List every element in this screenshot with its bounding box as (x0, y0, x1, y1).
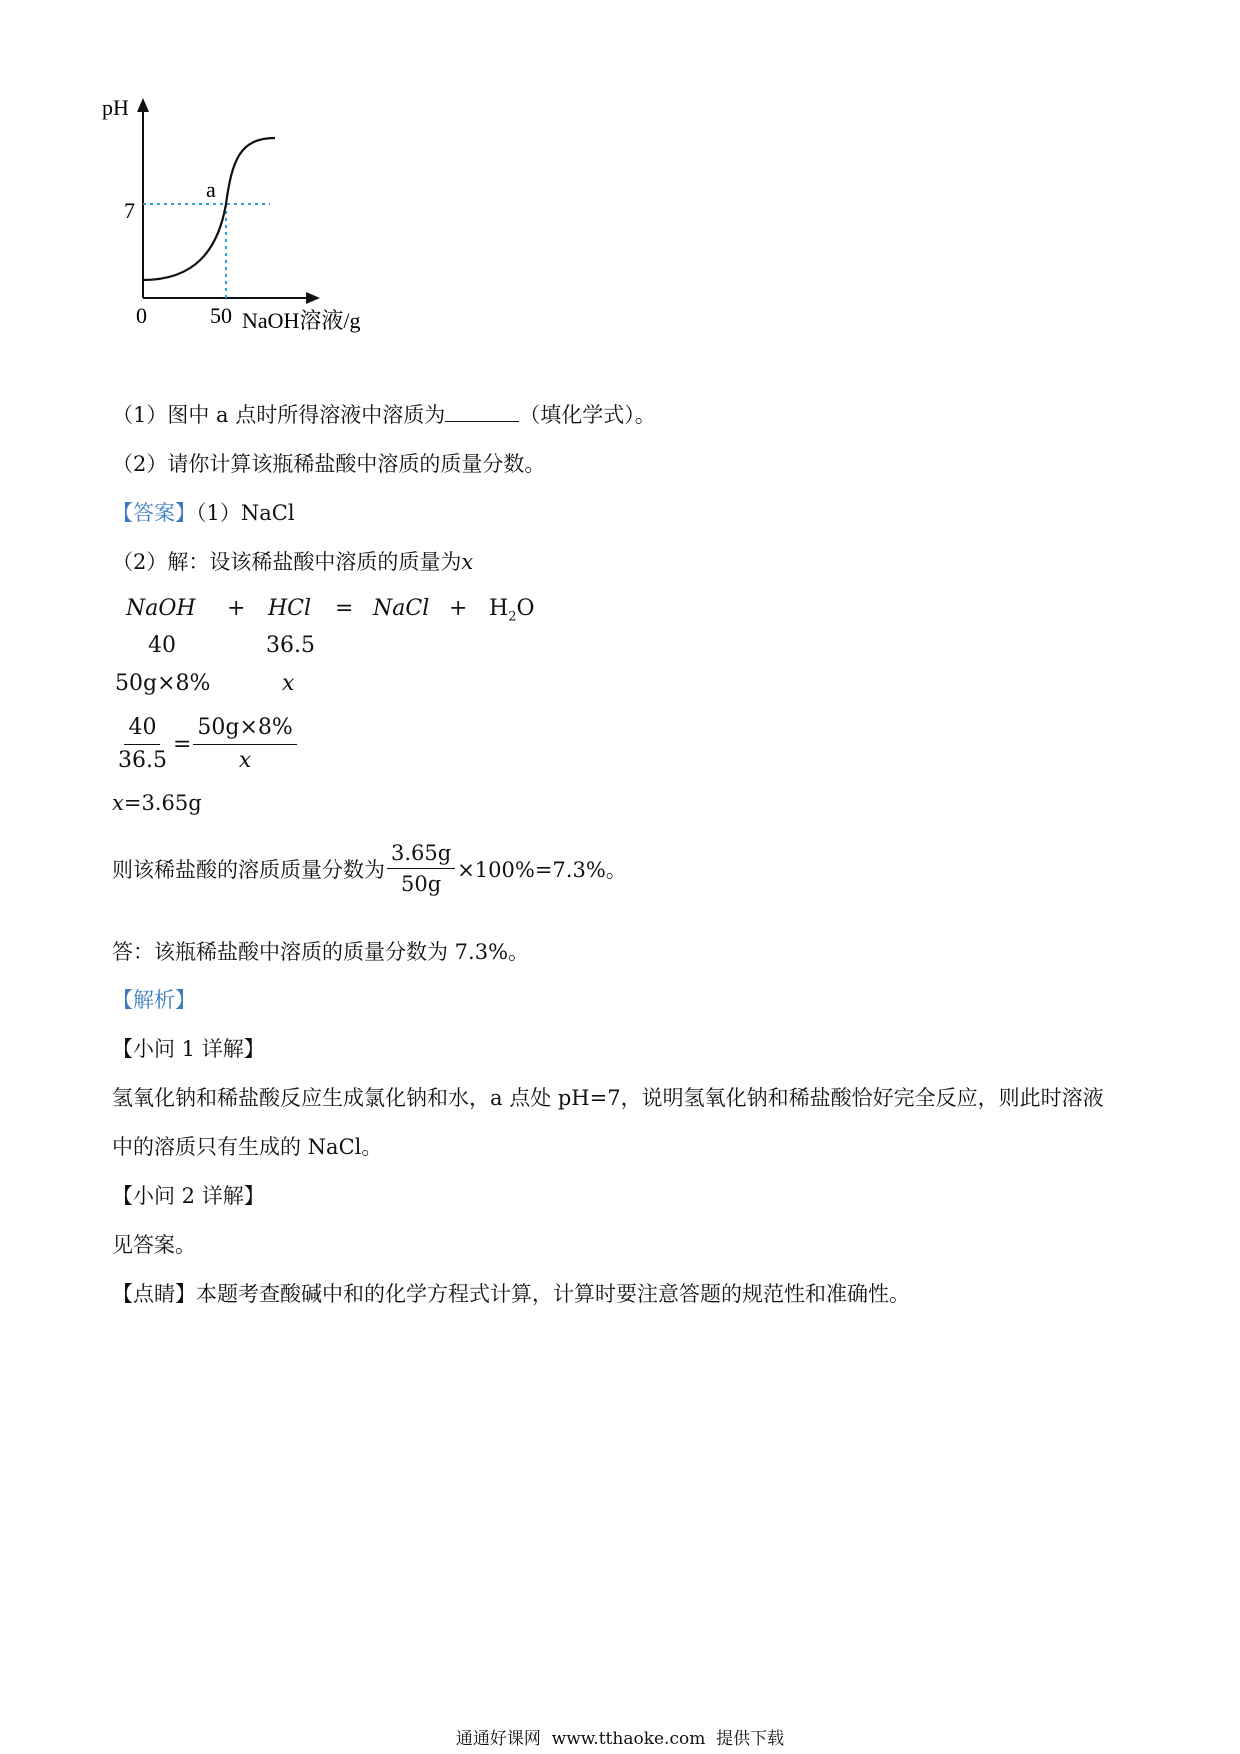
eq-mass-naoh: 50g×8% (115, 671, 211, 696)
question-1-hint: （填化学式）。 (519, 403, 656, 427)
eq-nacl: NaCl (373, 596, 430, 621)
eq-hcl: HCl (268, 596, 312, 621)
proportion-equals: = (172, 731, 192, 757)
proportion-left-num: 40 (124, 714, 160, 745)
fraction-line-after: ×100%=7.3%。 (457, 857, 627, 882)
proportion-right-num: 50g×8% (193, 714, 296, 745)
answer-1-text: （1）NaCl (196, 501, 295, 525)
fraction-line-frac (387, 840, 455, 898)
eq-mr-hcl: 36.5 (266, 633, 315, 658)
eq-mass-hcl: x (282, 671, 295, 696)
sub2-title: 【小问 2 详解】 (112, 1184, 265, 1208)
eq-plus-2: + (449, 596, 468, 621)
footer: 通通好课网 www.tthaoke.com 提供下载 (455, 1729, 785, 1749)
comment (112, 1278, 910, 1308)
answer-tag: 【答案】 (112, 501, 196, 525)
fraction-den: 50g (401, 872, 442, 897)
eq-mr-naoh: 40 (148, 633, 176, 658)
question-1 (112, 399, 656, 429)
proportion-right (193, 714, 296, 774)
eq-naoh: NaOH (126, 596, 196, 621)
conclusion: 答：该瓶稀盐酸中溶质的质量分数为 7.3%。 (112, 940, 530, 964)
x-axis-arrow-icon (306, 292, 320, 304)
x-tick-50: 50 (210, 303, 232, 328)
sub1-title: 【小问 1 详解】 (112, 1037, 265, 1061)
origin-label: 0 (136, 303, 147, 328)
answer-2-intro (112, 546, 473, 576)
sub1-line-1: 氢氧化钠和稀盐酸反应生成氯化钠和水，a 点处 pH=7，说明氢氧化钠和稀盐酸恰好完全反应，则此时溶液 (112, 1086, 1104, 1110)
eq-plus-1: + (227, 596, 246, 621)
result-value: =3.65g (123, 791, 202, 815)
titration-curve (143, 138, 275, 280)
ph-curve-figure (100, 90, 430, 380)
y-tick-7: 7 (124, 198, 135, 223)
proportion-left (114, 714, 171, 774)
answer-2-intro-text: （2）解：设该稀盐酸中溶质的质量为 (112, 550, 462, 574)
fraction-line-before: 则该稀盐酸的溶质质量分数为 (112, 857, 385, 882)
x-axis-label: NaOH溶液/g (242, 308, 361, 333)
y-axis-arrow-icon (137, 98, 149, 112)
fraction-line (112, 840, 627, 898)
eq-water-h: H (489, 596, 509, 621)
eq-equals: = (335, 596, 354, 621)
fraction-num: 3.65g (387, 840, 455, 869)
question-1-text: （1）图中 a 点时所得溶液中溶质为 (112, 403, 446, 427)
analysis-tag: 【解析】 (112, 988, 196, 1012)
sub1-line-2: 中的溶质只有生成的 NaCl。 (112, 1135, 383, 1159)
result-var: x (112, 791, 124, 815)
sub2-text: 见答案。 (112, 1233, 196, 1257)
proportion (112, 714, 299, 774)
eq-water-sub: 2 (508, 609, 517, 625)
answer-line-1 (112, 497, 295, 527)
point-a-label: a (206, 177, 216, 202)
proportion-left-den: 36.5 (118, 747, 167, 773)
comment-tag: 【点睛】 (112, 1282, 196, 1306)
y-axis-label: pH (102, 95, 129, 120)
result-line (112, 791, 202, 815)
answer-blank (445, 403, 519, 422)
comment-text: 本题考查酸碱中和的化学方程式计算，计算时要注意答题的规范性和准确性。 (196, 1282, 910, 1306)
answer-2-intro-var: x (461, 550, 474, 574)
question-2: （2）请你计算该瓶稀盐酸中溶质的质量分数。 (112, 452, 546, 476)
proportion-right-den: x (238, 747, 252, 773)
eq-water (489, 596, 535, 624)
eq-water-o: O (516, 596, 535, 621)
